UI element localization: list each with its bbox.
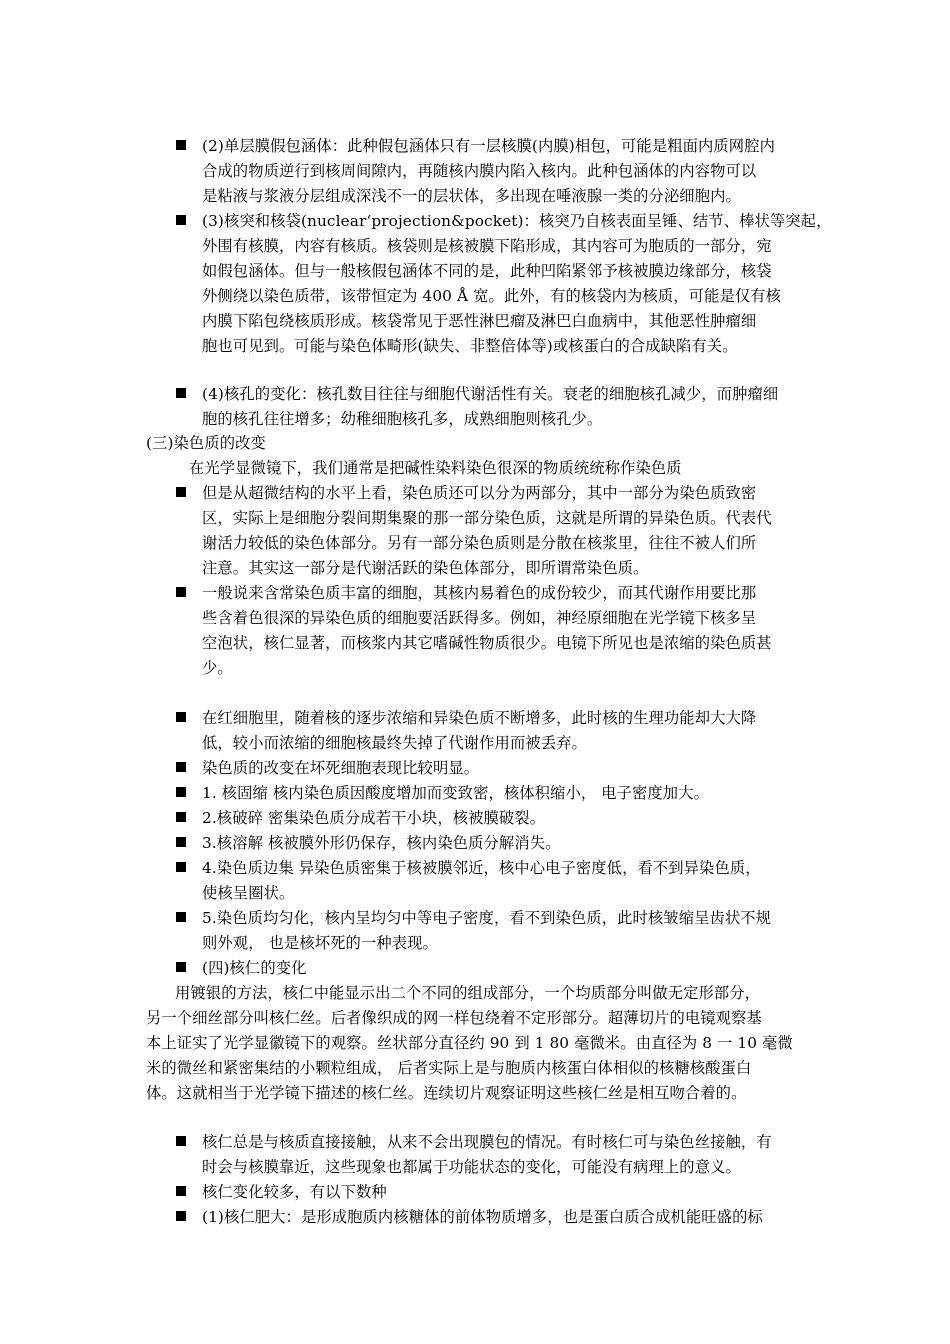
bullet-square-icon <box>176 140 186 150</box>
text-line: 在红细胞里，随着核的逐步浓缩和异染色质不断增多，此时核的生理功能却大大降 <box>202 709 757 727</box>
bullet-square-icon <box>176 862 186 872</box>
text-line: 胞也可见到。可能与染色体畸形(缺失、非整倍体等)或核蛋白的合成缺陷有关。 <box>202 337 738 355</box>
text-line: 时会与核膜靠近，这些现象也都属于功能状态的变化，可能没有病理上的意义。 <box>202 1158 741 1176</box>
text-line: (2)单层膜假包涵体：此种假包涵体只有一层核膜(内膜)相包，可能是粗面内质网腔内 <box>202 137 775 155</box>
bullet-square-icon <box>176 388 186 398</box>
text-line: 米的微丝和紧密集结的小颗粒组成， 后者实际上是与胞质内核蛋白体相似的核糖核酸蛋白 <box>146 1059 752 1077</box>
bullet-square-icon <box>176 1136 186 1146</box>
text-line: 5.染色质均匀化，核内呈均匀中等电子密度，看不到染色质，此时核皱缩呈齿状不规 <box>202 909 772 927</box>
text-line: 3.核溶解 核被膜外形仍保存，核内染色质分解消失。 <box>202 834 561 852</box>
text-line: (四)核仁的变化 <box>202 959 307 977</box>
text-line: 染色质的改变在坏死细胞表现比较明显。 <box>202 759 480 777</box>
text-line: 空泡状，核仁显著，而核浆内其它嗜碱性物质很少。电镜下所见也是浓缩的染色质甚 <box>202 634 772 652</box>
text-line: 些含着色很深的异染色质的细胞要活跃得多。例如，神经原细胞在光学镜下核多呈 <box>202 609 757 627</box>
text-line: 在光学显微镜下，我们通常是把碱性染料染色很深的物质统统称作染色质 <box>189 459 682 477</box>
text-line: 谢活力较低的染色体部分。另有一部分染色质则是分散在核浆里，往往不被人们所 <box>202 534 757 552</box>
bullet-square-icon <box>176 837 186 847</box>
bullet-square-icon <box>176 812 186 822</box>
text-line: 核仁总是与核质直接接触，从来不会出现膜包的情况。有时核仁可与染色丝接触，有 <box>202 1133 772 1151</box>
text-line: 使核呈圈状。 <box>202 884 295 902</box>
text-line: 外围有核膜，内容有核质。核袋则是核被膜下陷形成，其内容可为胞质的一部分，宛 <box>202 237 772 255</box>
bullet-square-icon <box>176 215 186 225</box>
text-line: 一般说来含常染色质丰富的细胞，其核内易着色的成份较少，而其代谢作用要比那 <box>202 584 757 602</box>
text-line: 但是从超微结构的水平上看，染色质还可以分为两部分，其中一部分为染色质致密 <box>202 484 757 502</box>
text-line: 胞的核孔往往增多；幼稚细胞核孔多，成熟细胞则核孔少。 <box>202 410 603 428</box>
text-line: 是粘液与浆液分层组成深浅不一的层状体，多出现在唾液腺一类的分泌细胞内。 <box>202 187 741 205</box>
text-line: 1. 核固缩 核内染色质因酸度增加而变致密，核体积缩小， 电子密度加大。 <box>202 784 709 802</box>
text-line: 外侧绕以染色质带，该带恒定为 400 Å 宽。此外，有的核袋内为核质，可能是仅有核 <box>202 287 782 305</box>
text-line: 2.核破碎 密集染色质分成若干小块，核被膜破裂。 <box>202 809 546 827</box>
bullet-square-icon <box>176 912 186 922</box>
text-line: 少。 <box>202 659 233 677</box>
text-line: (1)核仁肥大：是形成胞质内核糖体的前体物质增多，也是蛋白质合成机能旺盛的标 <box>202 1208 763 1226</box>
text-line: 区，实际上是细胞分裂间期集聚的那一部分染色质，这就是所谓的异染色质。代表代 <box>202 509 772 527</box>
bullet-square-icon <box>176 587 186 597</box>
text-line: 4.染色质边集 异染色质密集于核被膜邻近，核中心电子密度低，看不到异染色质， <box>202 859 761 877</box>
bullet-square-icon <box>176 1211 186 1221</box>
bullet-square-icon <box>176 712 186 722</box>
text-line: (4)核孔的变化：核孔数目往往与细胞代谢活性有关。衰老的细胞核孔减少，而肿瘤细 <box>202 385 779 403</box>
bullet-square-icon <box>176 1186 186 1196</box>
text-line: 本上证实了光学显徽镜下的观察。丝状部分直径约 90 到 1 80 毫微米。由直径为 8 一 10 毫微 <box>146 1034 793 1052</box>
text-line: (3)核突和核袋(nuclear‘projection&pocket)：核突乃自核表面呈锤、结节、棒状等突起， <box>202 212 832 230</box>
bullet-square-icon <box>176 487 186 497</box>
text-line: 如假包涵体。但与一般核假包涵体不同的是，此种凹陷紧邻予核被膜边缘部分，核袋 <box>202 262 772 280</box>
section-heading: (三)染色质的改变 <box>146 434 266 452</box>
bullet-square-icon <box>176 962 186 972</box>
text-line: 注意。其实这一部分是代谢活跃的染色体部分，即所谓常染色质。 <box>202 559 649 577</box>
text-line: 体。这就相当于光学镜下描述的核仁丝。连续切片观察证明这些核仁丝是相互吻合着的。 <box>146 1084 747 1102</box>
bullet-square-icon <box>176 787 186 797</box>
text-line: 则外观， 也是核坏死的一种表现。 <box>202 934 438 952</box>
text-line: 合成的物质逆行到核周间隙内，再随核内膜内陷入核内。此种包涵体的内容物可以 <box>202 162 757 180</box>
text-line: 低，较小而浓缩的细胞核最终失掉了代谢作用而被丢弃。 <box>202 734 587 752</box>
text-line: 内膜下陷包绕核质形成。核袋常见于恶性淋巴瘤及淋巴白血病中，其他恶性肿瘤细 <box>202 312 757 330</box>
text-line: 用镀银的方法，核仁中能显示出二个不同的组成部分，一个均质部分叫做无定形部分， <box>175 984 761 1002</box>
text-line: 另一个细丝部分叫核仁丝。后者像织成的网一样包绕着不定形部分。超薄切片的电镜观察基 <box>146 1009 762 1027</box>
text-line: 核仁变化较多，有以下数种 <box>202 1183 387 1201</box>
bullet-square-icon <box>176 762 186 772</box>
